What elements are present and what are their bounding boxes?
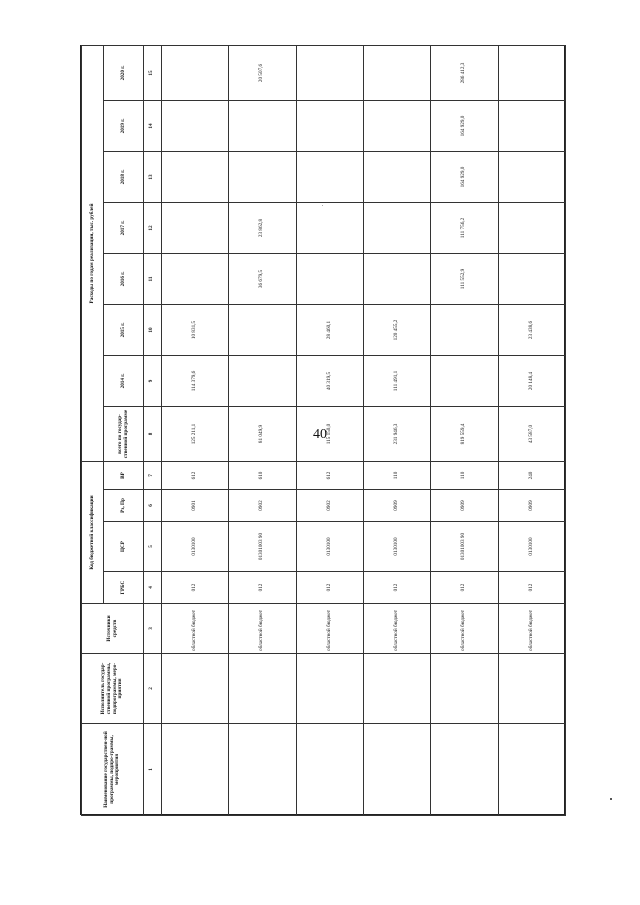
row-2018-cell xyxy=(296,152,363,203)
row-2018-cell xyxy=(498,152,565,203)
row-total-cell: 819 559,4 xyxy=(431,407,498,462)
column-number: 10 xyxy=(144,305,162,356)
column-number: 15 xyxy=(144,46,162,101)
table-row xyxy=(296,46,363,816)
row-2019-cell xyxy=(498,101,565,152)
row-source-cell: областной бюджет xyxy=(363,604,430,654)
header-year: 2019 г. xyxy=(104,101,144,152)
header-total: всего по государ-ственной программе xyxy=(104,407,144,462)
rotated-table-wrapper xyxy=(81,46,566,816)
row-source-cell: областной бюджет xyxy=(498,604,565,654)
row-2017-cell: 23 862,8 xyxy=(229,203,296,254)
row-2020-cell: 286 412,3 xyxy=(431,46,498,101)
row-grbs-cell: 012 xyxy=(229,572,296,604)
table-row xyxy=(161,46,228,816)
row-name-cell xyxy=(431,724,498,816)
row-source-cell: областной бюджет xyxy=(296,604,363,654)
row-2020-cell xyxy=(498,46,565,101)
column-number: 4 xyxy=(144,572,162,604)
row-2019-cell xyxy=(229,101,296,152)
rotated-table-sheet xyxy=(80,45,565,815)
row-2018-cell xyxy=(161,152,228,203)
row-total-cell: 231 946,3 xyxy=(363,407,430,462)
row-2020-cell: 20 507,6 xyxy=(229,46,296,101)
row-rzpr-cell: 0909 xyxy=(498,490,565,522)
row-2017-cell xyxy=(296,203,363,254)
row-2014-cell: 114 379,6 xyxy=(161,356,228,407)
row-rzpr-cell: 0902 xyxy=(296,490,363,522)
row-2020-cell xyxy=(161,46,228,101)
header-year: 2018 г. xyxy=(104,152,144,203)
column-number: 3 xyxy=(144,604,162,654)
row-rzpr-cell: 0909 xyxy=(431,490,498,522)
row-2016-cell xyxy=(296,254,363,305)
row-2017-cell xyxy=(363,203,430,254)
row-2015-cell: 23 438,6 xyxy=(498,305,565,356)
row-total-cell: 115 150,0 xyxy=(296,407,363,462)
row-executor-cell xyxy=(363,654,430,724)
column-number: 1 xyxy=(144,724,162,816)
row-name-cell xyxy=(296,724,363,816)
row-2020-cell xyxy=(363,46,430,101)
row-vr-cell: 612 xyxy=(296,462,363,490)
row-rzpr-cell: 0909 xyxy=(363,490,430,522)
column-number: 11 xyxy=(144,254,162,305)
row-rzpr-cell: 0901 xyxy=(161,490,228,522)
table-header xyxy=(82,46,144,816)
row-2015-cell: 120 455,2 xyxy=(363,305,430,356)
row-total-cell: 81 049,9 xyxy=(229,407,296,462)
row-2015-cell: 10 831,5 xyxy=(161,305,228,356)
row-2019-cell xyxy=(363,101,430,152)
page-number: 40 xyxy=(313,427,327,442)
row-vr-cell: 610 xyxy=(229,462,296,490)
row-2018-cell xyxy=(363,152,430,203)
row-2017-cell: 111 756,2 xyxy=(431,203,498,254)
row-2016-cell xyxy=(498,254,565,305)
row-csr-cell: 01301003 90 xyxy=(229,522,296,572)
column-number: 2 xyxy=(144,654,162,724)
header-year: 2020 г. xyxy=(104,46,144,101)
row-2016-cell xyxy=(363,254,430,305)
row-source-cell: областной бюджет xyxy=(431,604,498,654)
row-executor-cell xyxy=(498,654,565,724)
column-number: 13 xyxy=(144,152,162,203)
table-row xyxy=(431,46,498,816)
row-csr-cell: 0130100 xyxy=(498,522,565,572)
table-row xyxy=(363,46,430,816)
budget-table xyxy=(81,45,566,816)
row-name-cell xyxy=(229,724,296,816)
row-name-cell xyxy=(161,724,228,816)
row-executor-cell xyxy=(161,654,228,724)
header-csr: ЦСР xyxy=(104,522,144,572)
row-executor-cell xyxy=(431,654,498,724)
row-2016-cell: 36 679,5 xyxy=(229,254,296,305)
row-2015-cell xyxy=(431,305,498,356)
data-rows xyxy=(161,46,565,816)
row-grbs-cell: 012 xyxy=(498,572,565,604)
column-number: 9 xyxy=(144,356,162,407)
row-2018-cell xyxy=(229,152,296,203)
row-2019-cell: 164 929,0 xyxy=(431,101,498,152)
column-number: 5 xyxy=(144,522,162,572)
scan-speck xyxy=(610,798,612,800)
row-2014-cell: 111 491,1 xyxy=(363,356,430,407)
row-total-cell: 125 211,1 xyxy=(161,407,228,462)
row-2015-cell xyxy=(229,305,296,356)
header-budget-classification: Код бюджетной классификации xyxy=(82,462,104,604)
column-number: 7 xyxy=(144,462,162,490)
header-year: 2015 г. xyxy=(104,305,144,356)
row-rzpr-cell: 0902 xyxy=(229,490,296,522)
row-csr-cell: 0130100 xyxy=(296,522,363,572)
header-name: Наименование государствен-ной программы, подпро-граммы, мероприятия xyxy=(82,724,144,816)
row-name-cell xyxy=(363,724,430,816)
header-grbs: ГРБС xyxy=(104,572,144,604)
row-grbs-cell: 012 xyxy=(363,572,430,604)
row-total-cell: 43 587,0 xyxy=(498,407,565,462)
row-2020-cell xyxy=(296,46,363,101)
header-year: 2014 г. xyxy=(104,356,144,407)
row-2016-cell xyxy=(161,254,228,305)
table-row xyxy=(498,46,565,816)
row-executor-cell xyxy=(296,654,363,724)
row-2014-cell xyxy=(431,356,498,407)
row-csr-cell: 01301003 90 xyxy=(431,522,498,572)
row-vr-cell: 240 xyxy=(498,462,565,490)
row-2015-cell: 28 460,1 xyxy=(296,305,363,356)
row-vr-cell: 612 xyxy=(161,462,228,490)
header-source: Источники средств xyxy=(82,604,144,654)
row-grbs-cell: 012 xyxy=(161,572,228,604)
column-number: 8 xyxy=(144,407,162,462)
row-2016-cell: 111 552,9 xyxy=(431,254,498,305)
row-2014-cell: 40 319,5 xyxy=(296,356,363,407)
header-vr: ВР xyxy=(104,462,144,490)
row-vr-cell: 110 xyxy=(363,462,430,490)
row-csr-cell: 0130100 xyxy=(363,522,430,572)
header-year: 2017 г. xyxy=(104,203,144,254)
row-2019-cell xyxy=(161,101,228,152)
row-name-cell xyxy=(498,724,565,816)
scan-speck xyxy=(322,205,323,206)
row-2017-cell xyxy=(498,203,565,254)
column-number-row xyxy=(144,46,162,816)
header-expenses: Расходы по годам реализации, тыс. рублей xyxy=(82,46,104,462)
header-rzpr: Рз, Пр xyxy=(104,490,144,522)
row-vr-cell: 110 xyxy=(431,462,498,490)
row-2018-cell: 164 929,0 xyxy=(431,152,498,203)
table-row xyxy=(229,46,296,816)
row-executor-cell xyxy=(229,654,296,724)
row-2017-cell xyxy=(161,203,228,254)
table-body xyxy=(144,46,162,816)
row-grbs-cell: 012 xyxy=(296,572,363,604)
row-2019-cell xyxy=(296,101,363,152)
row-csr-cell: 0130100 xyxy=(161,522,228,572)
column-number: 6 xyxy=(144,490,162,522)
row-source-cell: областной бюджет xyxy=(229,604,296,654)
row-2014-cell xyxy=(229,356,296,407)
column-number: 14 xyxy=(144,101,162,152)
header-year: 2016 г. xyxy=(104,254,144,305)
row-source-cell: областной бюджет xyxy=(161,604,228,654)
header-executor: Исполнитель государ-ственной программы, подпрограммы, меро-приятия xyxy=(82,654,144,724)
row-2014-cell: 20 148,4 xyxy=(498,356,565,407)
row-grbs-cell: 012 xyxy=(431,572,498,604)
column-number: 12 xyxy=(144,203,162,254)
